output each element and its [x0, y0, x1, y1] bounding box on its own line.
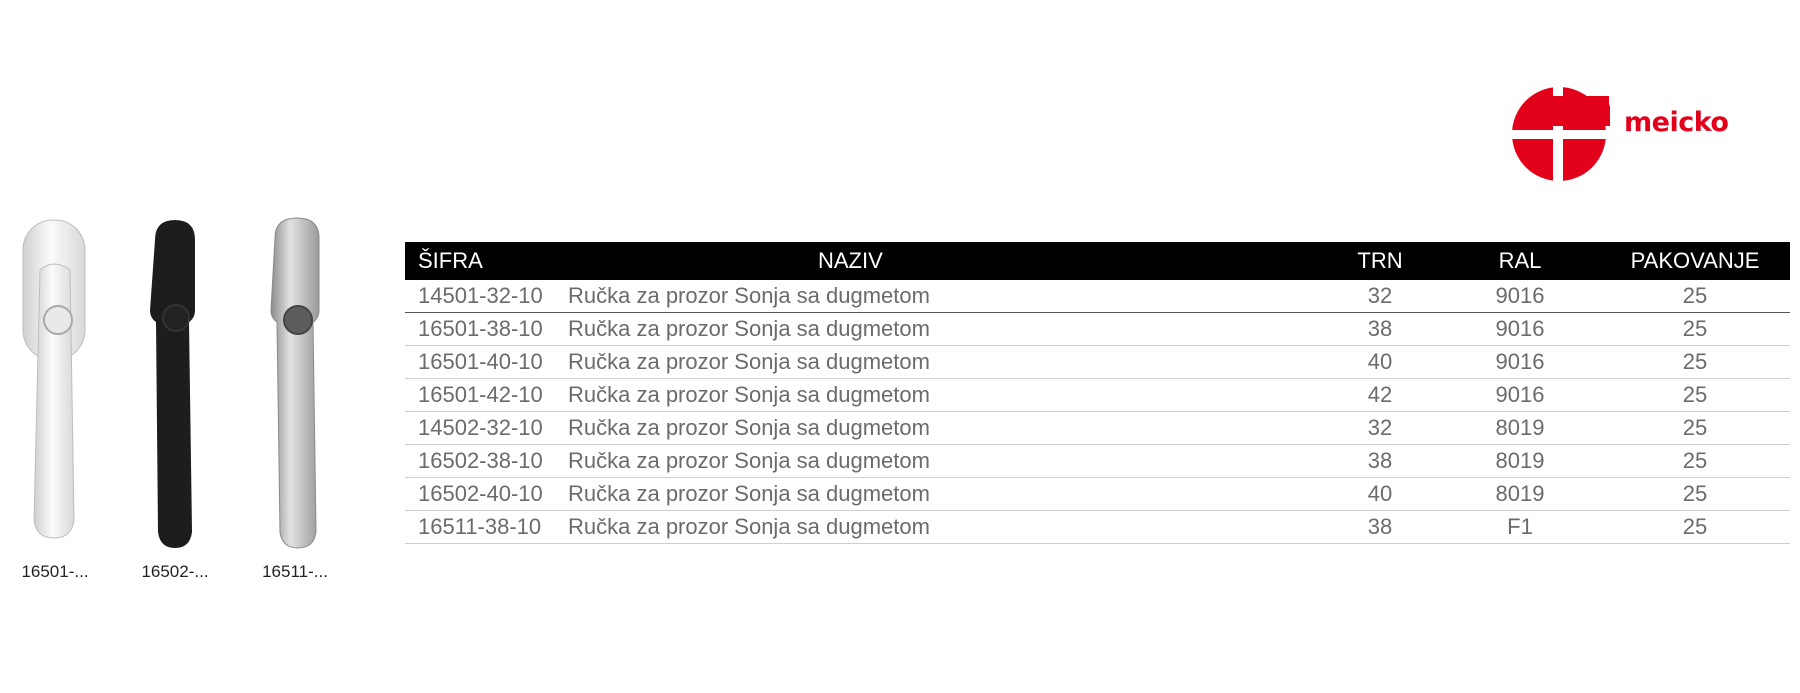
table-row — [405, 313, 1790, 346]
cell-naziv: Ručka za prozor Sonja sa dugmetom — [560, 313, 1320, 346]
product-price-table — [405, 242, 1790, 544]
cell-pakovanje: 25 — [1600, 478, 1790, 511]
brand-logo-mark — [1512, 86, 1612, 182]
cell-pakovanje: 25 — [1600, 511, 1790, 544]
product-silver-handle — [240, 210, 350, 581]
cell-sifra: 14501-32-10 — [405, 280, 560, 313]
cell-ral: 8019 — [1440, 478, 1600, 511]
cell-trn: 42 — [1320, 379, 1440, 412]
table-row — [405, 280, 1790, 313]
table-row — [405, 445, 1790, 478]
cell-naziv: Ručka za prozor Sonja sa dugmetom — [560, 280, 1320, 313]
cell-trn: 38 — [1320, 511, 1440, 544]
cell-naziv: Ručka za prozor Sonja sa dugmetom — [560, 511, 1320, 544]
table-header-row — [405, 242, 1790, 280]
brand-name: meicko — [1624, 107, 1729, 138]
table-row — [405, 346, 1790, 379]
header-sifra: ŠIFRA — [405, 242, 560, 280]
cell-pakovanje: 25 — [1600, 379, 1790, 412]
cell-ral: 8019 — [1440, 412, 1600, 445]
window-handle-silver-image — [250, 210, 340, 550]
cell-ral: 9016 — [1440, 280, 1600, 313]
cell-sifra: 14502-32-10 — [405, 412, 560, 445]
cell-trn: 38 — [1320, 445, 1440, 478]
cell-naziv: Ručka za prozor Sonja sa dugmetom — [560, 478, 1320, 511]
cell-trn: 38 — [1320, 313, 1440, 346]
cell-naziv: Ručka za prozor Sonja sa dugmetom — [560, 379, 1320, 412]
cell-pakovanje: 25 — [1600, 313, 1790, 346]
cell-ral: 9016 — [1440, 313, 1600, 346]
cell-trn: 32 — [1320, 412, 1440, 445]
product-black-handle — [120, 210, 230, 581]
product-caption: 16511-... — [262, 562, 328, 581]
cell-naziv: Ručka za prozor Sonja sa dugmetom — [560, 412, 1320, 445]
header-ral: RAL — [1440, 242, 1600, 280]
cell-ral: 9016 — [1440, 379, 1600, 412]
header-pakovanje: PAKOVANJE — [1600, 242, 1790, 280]
product-caption: 16501-... — [21, 562, 89, 581]
cell-sifra: 16501-38-10 — [405, 313, 560, 346]
cell-naziv: Ručka za prozor Sonja sa dugmetom — [560, 445, 1320, 478]
cell-pakovanje: 25 — [1600, 280, 1790, 313]
cell-sifra: 16502-38-10 — [405, 445, 560, 478]
cell-pakovanje: 25 — [1600, 445, 1790, 478]
table-row — [405, 379, 1790, 412]
product-white-handle — [0, 210, 110, 581]
cell-ral: F1 — [1440, 511, 1600, 544]
window-handle-black-image — [130, 210, 220, 550]
product-images — [0, 210, 390, 610]
table-row — [405, 478, 1790, 511]
cell-sifra: 16511-38-10 — [405, 511, 560, 544]
table-row — [405, 511, 1790, 544]
cell-sifra: 16502-40-10 — [405, 478, 560, 511]
cell-pakovanje: 25 — [1600, 346, 1790, 379]
cell-naziv: Ručka za prozor Sonja sa dugmetom — [560, 346, 1320, 379]
table-row — [405, 412, 1790, 445]
cell-sifra: 16501-42-10 — [405, 379, 560, 412]
product-caption: 16502-... — [141, 562, 209, 581]
cell-ral: 8019 — [1440, 445, 1600, 478]
cell-ral: 9016 — [1440, 346, 1600, 379]
cell-sifra: 16501-40-10 — [405, 346, 560, 379]
cell-trn: 40 — [1320, 478, 1440, 511]
cell-trn: 32 — [1320, 280, 1440, 313]
cell-pakovanje: 25 — [1600, 412, 1790, 445]
cell-trn: 40 — [1320, 346, 1440, 379]
header-trn: TRN — [1320, 242, 1440, 280]
header-naziv: NAZIV — [560, 242, 1320, 280]
brand-logo — [1512, 86, 1732, 182]
window-handle-white-image — [10, 210, 100, 550]
